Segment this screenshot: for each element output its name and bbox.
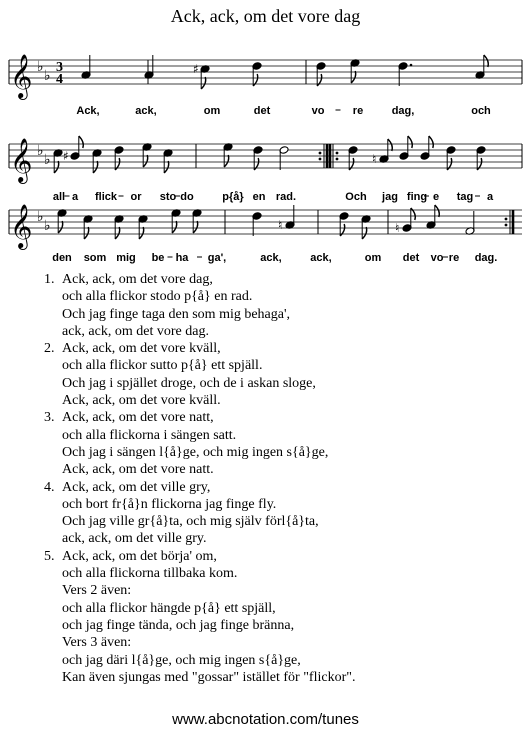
lyric-syllable: mig xyxy=(116,252,136,264)
lyric-syllable: ha xyxy=(175,252,189,264)
lyric-syllable: all xyxy=(52,191,66,203)
verse-line xyxy=(44,548,355,565)
verse-line xyxy=(44,357,355,374)
verse-text: och alla flickorna tillbaka kom. xyxy=(62,566,238,582)
repeat-dot xyxy=(336,152,339,155)
verse-text: och alla flickorna i sängen satt. xyxy=(62,427,237,443)
lyric-syllable: e xyxy=(432,191,440,203)
natural-icon: ♮ xyxy=(395,221,400,235)
lyric-syllable: p{å} xyxy=(222,191,244,203)
note-flag xyxy=(143,155,148,167)
lyric-syllable: ga', xyxy=(207,252,227,264)
sharp-icon: ♯ xyxy=(193,62,199,76)
note-flag xyxy=(79,136,84,148)
sharp-icon: ♯ xyxy=(63,149,69,163)
verse-number: 2. xyxy=(44,341,55,357)
time-signature-lower: 4 xyxy=(56,72,63,87)
note-flag xyxy=(362,227,367,239)
flat-icon: ♭ xyxy=(37,59,44,75)
treble-clef-icon: 𝄞 xyxy=(10,204,33,248)
treble-clef-icon: 𝄞 xyxy=(10,54,33,98)
lyric-syllable: den xyxy=(52,252,72,264)
verse-line xyxy=(44,323,355,340)
lyric-syllable: vo xyxy=(430,252,444,264)
verse-text: och jag finge tända, och jag finge bränna, xyxy=(62,617,295,633)
verse-text: och alla flickor sutto p{å} ett spjäll. xyxy=(62,358,263,374)
lyric-syllable: flick xyxy=(94,191,118,203)
lyric-syllable: om xyxy=(364,252,382,264)
verse-line xyxy=(44,427,355,444)
verse-text: ack, ack, om det ville gry. xyxy=(62,531,207,547)
verse-text: och alla flickor stodo p{å} en rad. xyxy=(62,289,253,305)
sheet-music xyxy=(0,0,531,270)
lyric-syllable: do xyxy=(180,191,194,203)
verse-line xyxy=(44,444,355,461)
verse-text: Ack, ack, om det ville gry, xyxy=(62,479,211,495)
verse-line xyxy=(44,513,355,530)
lyric-syllable: en xyxy=(252,191,266,203)
verse-line xyxy=(44,306,355,323)
note-flag xyxy=(54,161,59,173)
note-flag xyxy=(351,71,356,83)
repeat-dot xyxy=(319,158,322,161)
lyric-syllable: det xyxy=(402,252,420,264)
flat-icon: ♭ xyxy=(44,152,51,168)
verse-text: Ack, ack, om det vore kväll, xyxy=(62,341,221,357)
verse-text: Och jag i sängen l{å}ge, och mig ingen s{å}ge, xyxy=(62,444,329,460)
flat-icon: ♭ xyxy=(37,143,44,159)
verse xyxy=(44,548,355,686)
lyric-syllable: a xyxy=(486,191,494,203)
natural-icon: ♮ xyxy=(372,152,377,166)
flat-icon: ♭ xyxy=(37,209,44,225)
lyric-syllable: re xyxy=(448,252,460,264)
verse-line xyxy=(44,634,355,651)
verse-line xyxy=(44,600,355,617)
natural-icon: ♮ xyxy=(278,218,283,232)
verse-line xyxy=(44,617,355,634)
verse xyxy=(44,479,355,548)
treble-clef-icon: 𝄞 xyxy=(10,138,33,182)
tune-title: Ack, ack, om det vore dag xyxy=(170,6,361,26)
footer-url: www.abcnotation.com/tunes xyxy=(172,711,359,728)
verse xyxy=(44,271,355,340)
note-flag xyxy=(139,227,144,239)
note-flag xyxy=(429,136,434,148)
verse-text: Ack, ack, om det vore dag, xyxy=(62,272,213,287)
verse-number: 4. xyxy=(44,479,55,495)
verse-line xyxy=(44,288,355,305)
lyric-syllable: fing xyxy=(406,191,428,203)
verse-line xyxy=(44,530,355,547)
lyric-syllable: Och xyxy=(345,191,367,203)
verse-line xyxy=(44,479,355,496)
verse-text: Vers 3 även: xyxy=(62,635,132,651)
lyric-syllable: dag, xyxy=(391,105,415,117)
verse-text: Ack, ack, om det vore natt. xyxy=(62,462,214,478)
note-flag xyxy=(484,55,489,67)
verse-line xyxy=(44,565,355,582)
verse-text: Kan även sjungas med "gossar" istället för "flickor". xyxy=(62,669,356,685)
lyric-syllable: ack, xyxy=(260,252,282,264)
verse-text: Och jag i spjället droge, och de i askan sloge, xyxy=(62,375,316,391)
verse-line xyxy=(44,652,355,669)
verse-line xyxy=(44,461,355,478)
verse-list xyxy=(44,271,355,686)
repeat-dot xyxy=(336,158,339,161)
verse-line xyxy=(44,271,355,288)
note-flag xyxy=(388,139,393,151)
lyric-syllable: och xyxy=(471,105,491,117)
note-flag xyxy=(193,221,198,233)
verse-text: Och jag ville gr{å}ta, och mig själv förl{å}ta, xyxy=(62,514,319,530)
note-flag xyxy=(435,205,440,217)
verse xyxy=(44,409,355,478)
verse-text: Ack, ack, om det vore natt, xyxy=(62,410,214,426)
augmentation-dot xyxy=(410,64,413,67)
lyric-syllable: sto xyxy=(159,191,177,203)
time-signature-upper: 3 xyxy=(56,60,63,75)
verse-line xyxy=(44,392,355,409)
verse-line xyxy=(44,582,355,599)
verse-text: och alla flickor hängde p{å} ett spjäll, xyxy=(62,600,276,616)
lyric-syllable: or xyxy=(130,191,142,203)
verse-number: 5. xyxy=(44,548,55,564)
flat-icon: ♭ xyxy=(44,68,51,84)
note-flag xyxy=(115,227,120,239)
lyric-syllable: tag xyxy=(456,191,474,203)
verse-line xyxy=(44,375,355,392)
lyric-syllable: be xyxy=(151,252,165,264)
lyric-syllable: som xyxy=(83,252,107,264)
verse-text: och bort fr{å}n flickorna jag finge fly. xyxy=(62,496,277,512)
verse-text: Vers 2 även: xyxy=(62,583,132,599)
lyric-syllable: dag. xyxy=(474,252,498,264)
verse-line xyxy=(44,496,355,513)
note-flag xyxy=(224,155,229,167)
note-flag xyxy=(84,227,89,239)
verse-line xyxy=(44,409,355,426)
note-flag xyxy=(93,161,98,173)
lyric-syllable: a xyxy=(71,191,79,203)
verse-number: 3. xyxy=(44,410,55,426)
lyric-syllable: Ack, xyxy=(76,105,100,117)
lyric-syllable: re xyxy=(352,105,364,117)
note-flag xyxy=(408,136,413,148)
lyric-syllable: ack, xyxy=(310,252,332,264)
lyric-syllable: ack, xyxy=(135,105,157,117)
note-flag xyxy=(164,161,169,173)
verse-text: Ack, ack, om det vore kväll. xyxy=(62,393,221,409)
note-flag xyxy=(58,221,62,233)
verse xyxy=(44,340,355,409)
verse-text: Och jag finge taga den som mig behaga', xyxy=(62,306,291,322)
verse-line xyxy=(44,669,355,686)
repeat-dot xyxy=(505,218,508,221)
repeat-dot xyxy=(319,152,322,155)
lyric-syllable: jag xyxy=(382,191,398,203)
lyric-syllable: det xyxy=(253,105,271,117)
note-flag xyxy=(201,77,206,89)
verse-line xyxy=(44,340,355,357)
repeat-dot xyxy=(505,224,508,227)
lyric-syllable: vo xyxy=(311,105,325,117)
verse-text: och jag däri l{å}ge, och mig ingen s{å}ge, xyxy=(62,652,301,668)
verse-text: ack, ack, om det vore dag. xyxy=(62,323,209,339)
verse-text: Ack, ack, om det börja' om, xyxy=(62,548,217,564)
lyric-syllable: rad. xyxy=(275,191,297,203)
flat-icon: ♭ xyxy=(44,218,51,234)
note-flag xyxy=(172,221,177,233)
lyric-syllable: om xyxy=(203,105,221,117)
verse-number: 1. xyxy=(44,272,55,287)
